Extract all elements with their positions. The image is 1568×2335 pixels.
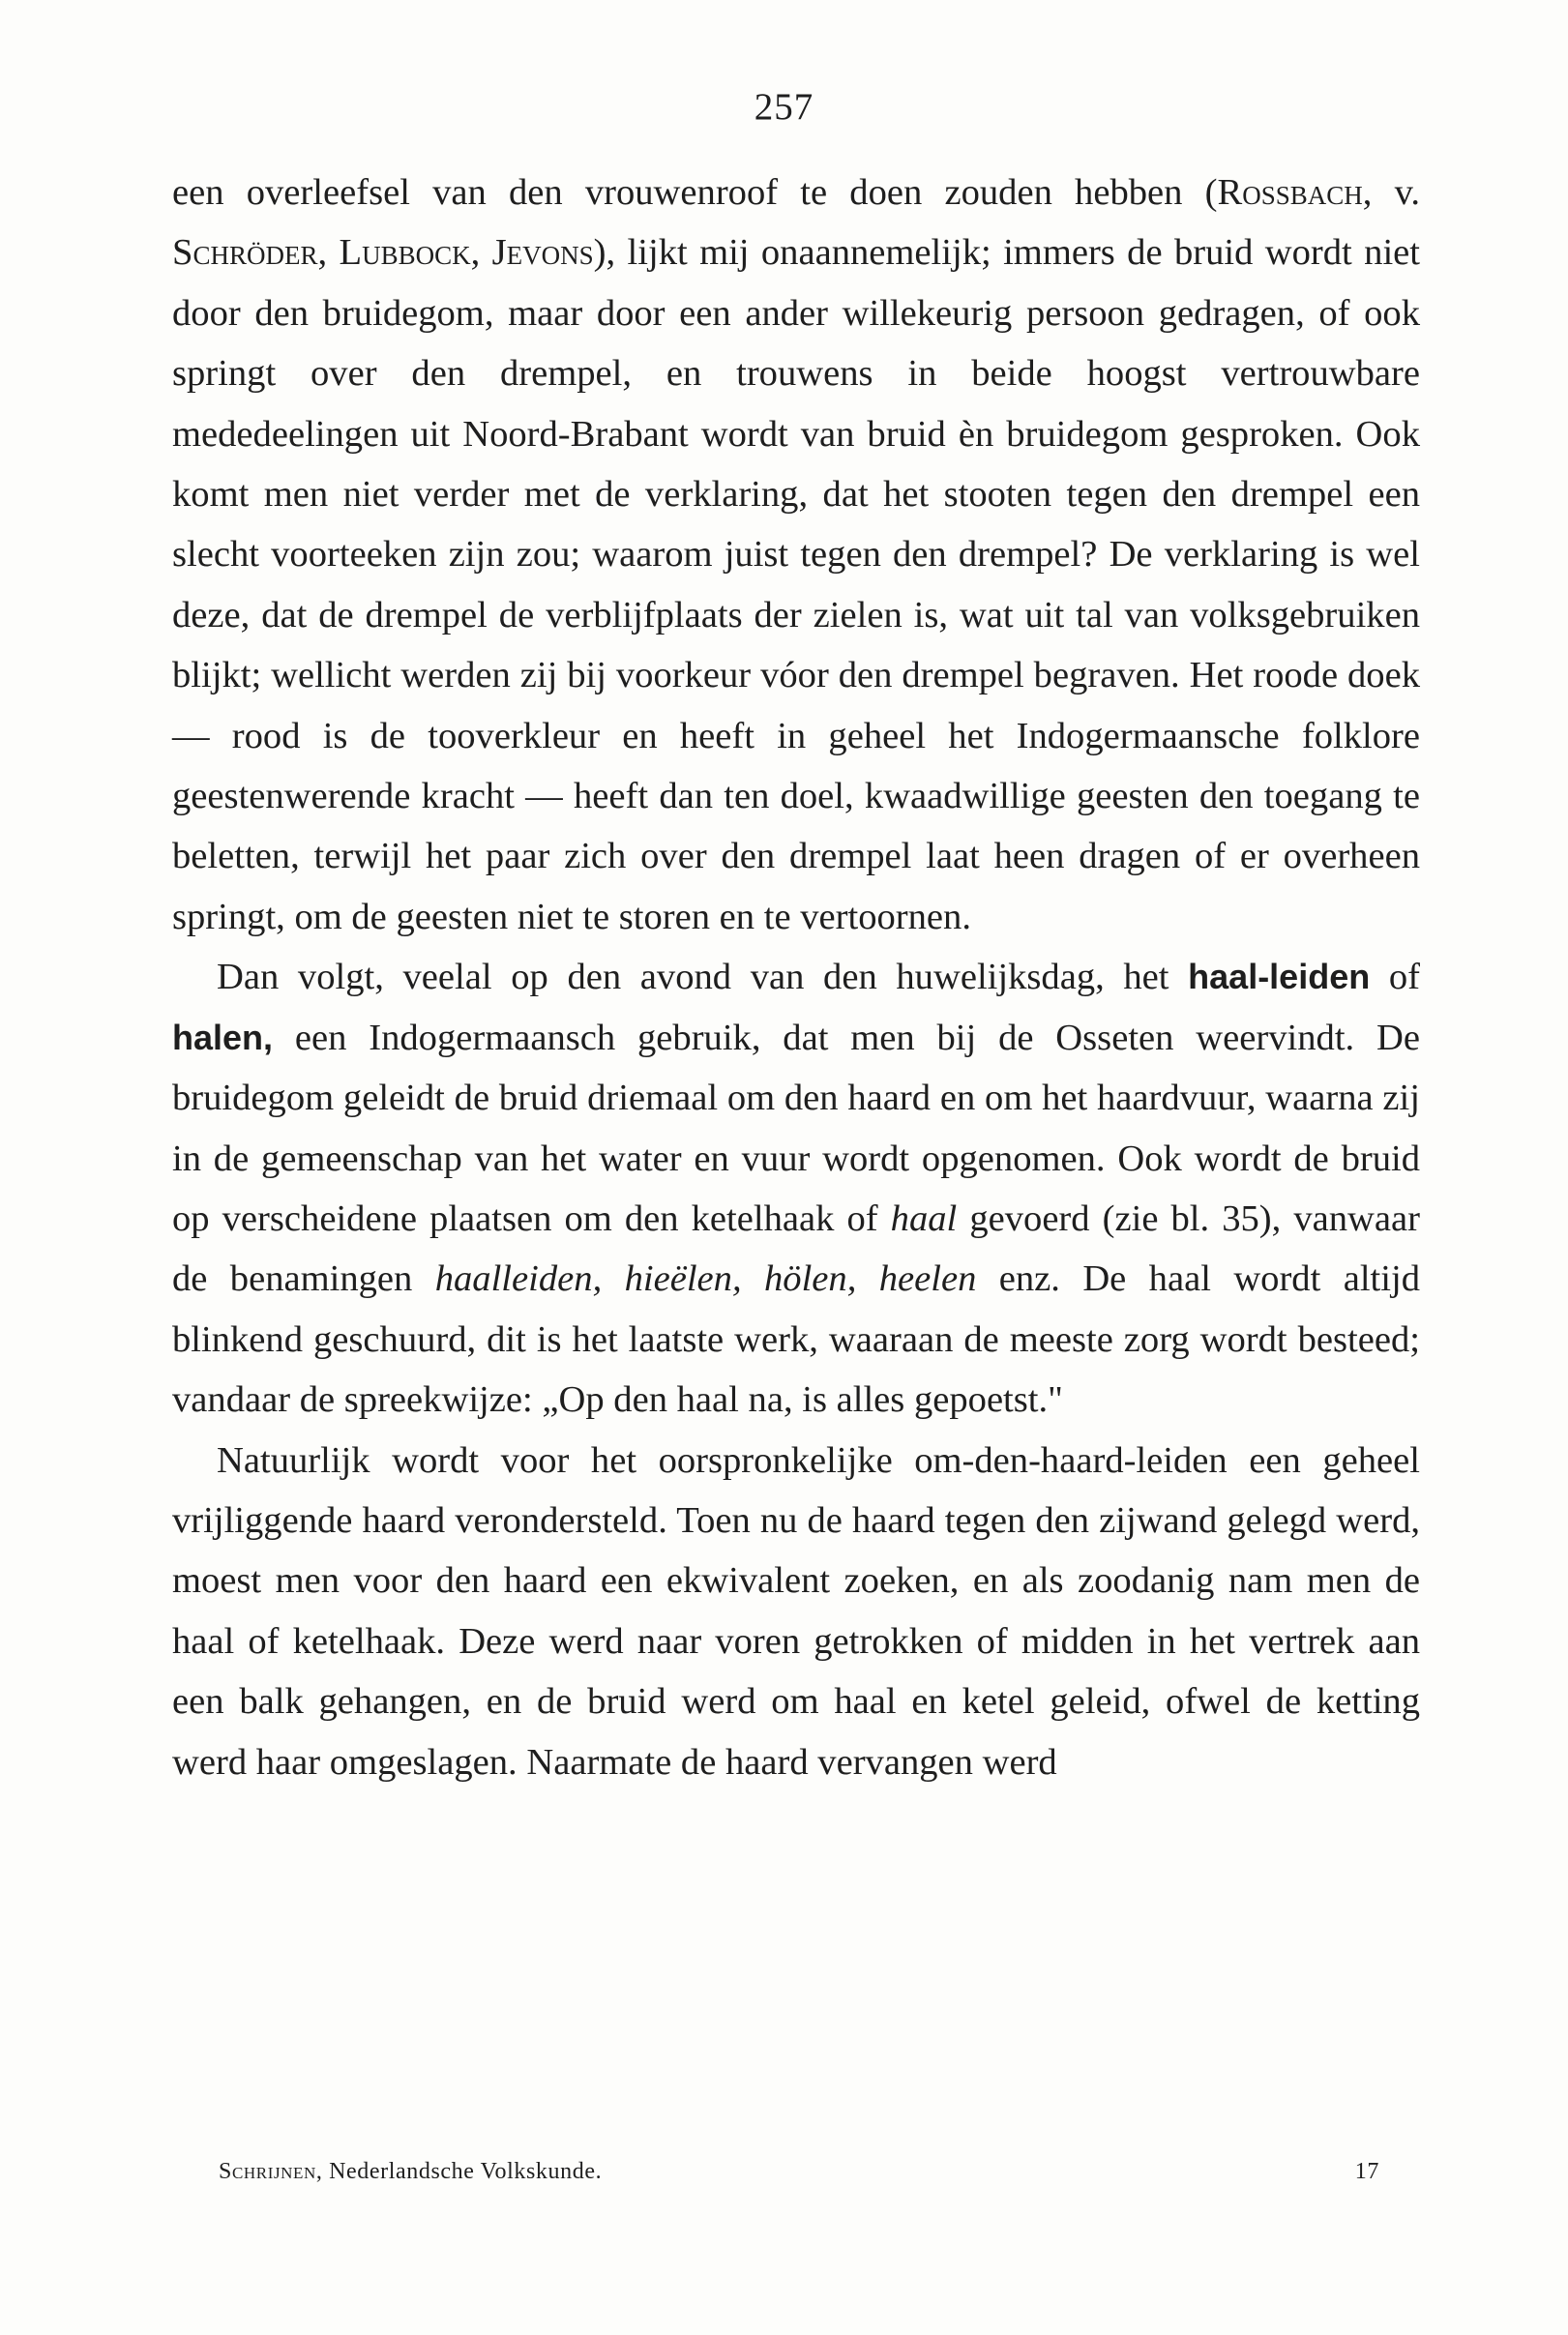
page-footer (219, 2159, 1379, 2185)
paragraph-2 (172, 947, 1420, 1430)
footer-author: Schrijnen (219, 2159, 316, 2184)
term-bold: halen, (172, 1017, 274, 1057)
signature-mark: 17 (1354, 2159, 1379, 2184)
author-name: Rossbach (1217, 172, 1363, 213)
author-name: Jevons (491, 232, 594, 274)
paragraph-1 (172, 163, 1420, 947)
text-run: Dan volgt, veelal op den avond van den huwelijksdag, het (217, 957, 1189, 998)
paragraph-3 (172, 1431, 1420, 1792)
text-run: , v. (1362, 172, 1420, 213)
text-run: een Indogermaansch gebruik, dat men bij de Osseten weervindt. De bruidegom geleidt de bruid driemaal om den haard en om het haardvuur, waarna zij in de gemeenschap van het water en vuur wordt opgenomen. Ook wordt de bruid op verscheidene plaatsen om den ketelhaak of (172, 1017, 1420, 1239)
text-run: gevoerd (zie bl. 35), vanwaar de benamingen (172, 1197, 1420, 1300)
text-run: , (470, 232, 492, 274)
page-number: 257 (754, 86, 814, 128)
text-run: of (1370, 957, 1420, 998)
text-run: enz. De haal wordt altijd blinkend geschuurd, dit is het laatste werk, waaraan de meeste zorg wordt besteed; vandaar de spreekwijze: „Op den haal na, is alles gepoetst." (172, 1258, 1420, 1421)
author-name: Lubbock (339, 232, 471, 274)
footer-book-title: , Nederlandsche Volkskunde. (315, 2159, 603, 2184)
body-text (172, 163, 1420, 1792)
term-bold: haal-leiden (1188, 957, 1371, 997)
author-name: Schröder (172, 232, 318, 274)
text-run: , (317, 232, 340, 274)
text-run: ), lijkt mij onaannemelijk; immers de bruid wordt niet door den bruidegom, maar door een ander willekeurig persoon gedragen, of ook springt over den drempel, en trouwens in beide hoogst vertrouwbare mededeelingen uit Noord-Brabant wordt van bruid èn bruidegom gesproken. Ook komt men niet verder met de verklaring, dat het stooten tegen den drempel een slecht voorteeken zijn zou; waarom juist tegen den drempel? De verklaring is wel deze, dat de drempel de verblijfplaats der zielen is, wat uit tal van volksgebruiken blijkt; wellicht werden zij bij voorkeur vóor den drempel begraven. Het roode doek — rood is de tooverkleur en heeft in geheel het Indogermaansche folklore geestenwerende kracht — heeft dan ten doel, kwaadwillige geesten den toegang te beletten, terwijl het paar zich over den drempel laat heen dragen of er overheen springt, om de geesten niet te storen en te vertoornen. (172, 232, 1421, 937)
term-italic: haal (890, 1197, 958, 1239)
text-run: Natuurlijk wordt voor het oorspronkelijke om-den-haard-leiden een geheel vrijliggende haard verondersteld. Toen nu de haard tegen den zijwand gelegd werd, moest men voor den haard een ekwivalent zoeken, en als zoodanig nam men de haal of ketelhaak. Deze werd naar voren getrokken of midden in het vertrek aan een balk gehangen, en de bruid werd om haal en ketel geleid, ofwel de ketting werd haar omgeslagen. Naarmate de haard vervangen werd (172, 1439, 1420, 1783)
text-run: een overleefsel van den vrouwenroof te doen zouden hebben ( (172, 172, 1218, 213)
term-italic: haalleiden, hieëlen, hölen, heelen (434, 1258, 977, 1300)
